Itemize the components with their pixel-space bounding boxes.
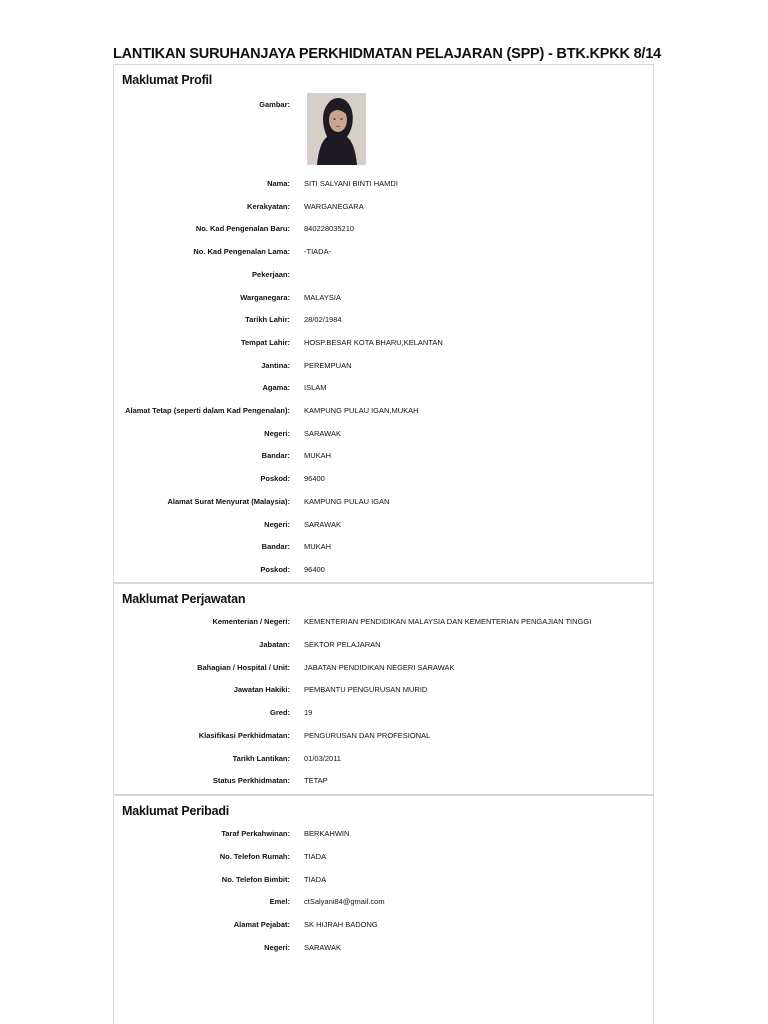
field-value: PEMBANTU PENGURUSAN MURID bbox=[304, 685, 428, 694]
section-heading: Maklumat Peribadi bbox=[122, 804, 230, 818]
field-label: Klasifikasi Perkhidmatan: bbox=[198, 731, 290, 740]
field-value: SEKTOR PELAJARAN bbox=[304, 640, 381, 649]
field-label: Emel: bbox=[269, 897, 290, 906]
email-value: ctSalyani84@gmail.com bbox=[304, 897, 385, 906]
field-value: PENGURUSAN DAN PROFESIONAL bbox=[304, 731, 431, 740]
field-value: TIADA bbox=[304, 875, 327, 884]
field-value: MUKAH bbox=[304, 451, 332, 460]
field-value: MALAYSIA bbox=[304, 293, 341, 302]
field-value: 28/02/1984 bbox=[304, 315, 342, 324]
field-value: SITI SALYANI BINTI HAMDI bbox=[304, 179, 398, 188]
photo-label: Gambar: bbox=[259, 100, 290, 109]
field-label: Alamat Tetap (seperti dalam Kad Pengenalan): bbox=[125, 406, 290, 415]
field-label: Tarikh Lantikan: bbox=[232, 754, 290, 763]
field-label: No. Telefon Rumah: bbox=[219, 852, 290, 861]
field-label: Kementerian / Negeri: bbox=[212, 617, 290, 626]
person-portrait-icon bbox=[307, 93, 366, 165]
field-value: 01/03/2011 bbox=[304, 754, 341, 763]
field-label: Tempat Lahir: bbox=[240, 338, 290, 347]
field-value: MUKAH bbox=[304, 542, 332, 551]
field-value: 19 bbox=[304, 708, 313, 717]
field-label: Poskod: bbox=[260, 474, 290, 483]
field-value: 96400 bbox=[304, 565, 325, 574]
field-value: ISLAM bbox=[304, 383, 327, 392]
field-value: 96400 bbox=[304, 474, 325, 483]
section-heading: Maklumat Profil bbox=[122, 73, 213, 87]
field-label: Bandar: bbox=[261, 451, 290, 460]
field-label: Bandar: bbox=[261, 542, 290, 551]
field-value: HOSP.BESAR KOTA BHARU,KELANTAN bbox=[304, 338, 443, 347]
field-label: Jabatan: bbox=[259, 640, 290, 649]
field-label: Status Perkhidmatan: bbox=[212, 776, 290, 785]
field-value: KAMPUNG PULAU IGAN,MUKAH bbox=[304, 406, 419, 415]
field-value: -TIADA- bbox=[304, 247, 332, 256]
field-label: No. Telefon Bimbit: bbox=[221, 875, 290, 884]
field-label: No. Kad Pengenalan Lama: bbox=[193, 247, 290, 256]
field-label: Negeri: bbox=[264, 520, 290, 529]
field-value: JABATAN PENDIDIKAN NEGERI SARAWAK bbox=[304, 663, 455, 672]
field-value: 840228035210 bbox=[304, 224, 355, 233]
section-heading: Maklumat Perjawatan bbox=[122, 592, 246, 606]
field-value: KEMENTERIAN PENDIDIKAN MALAYSIA DAN KEMENTERIAN PENGAJIAN TINGGI bbox=[304, 617, 592, 626]
field-label: Jantina: bbox=[261, 361, 290, 370]
field-label: Tarikh Lahir: bbox=[245, 315, 290, 324]
field-label: Kerakyatan: bbox=[247, 202, 290, 211]
field-label: Negeri: bbox=[264, 429, 290, 438]
field-label: Pekerjaan: bbox=[252, 270, 290, 279]
profile-photo bbox=[307, 93, 366, 165]
field-value: PEREMPUAN bbox=[304, 361, 352, 370]
field-value: WARGANEGARA bbox=[304, 202, 364, 211]
field-value: SARAWAK bbox=[304, 520, 341, 529]
field-value: TETAP bbox=[304, 776, 328, 785]
section-maklumat-profil bbox=[113, 64, 654, 583]
field-label: Negeri: bbox=[264, 943, 290, 952]
section-maklumat-peribadi bbox=[113, 795, 654, 1024]
field-label: Warganegara: bbox=[240, 293, 290, 302]
page-title: LANTIKAN SURUHANJAYA PERKHIDMATAN PELAJARAN (SPP) - BTK.KPKK 8/14 bbox=[113, 46, 661, 62]
field-value: SK HIJRAH BADONG bbox=[304, 920, 378, 929]
field-value: TIADA bbox=[304, 852, 327, 861]
field-label: Poskod: bbox=[260, 565, 290, 574]
field-value: BERKAHWIN bbox=[304, 829, 350, 838]
section-maklumat-perjawatan bbox=[113, 583, 654, 795]
field-label: No. Kad Pengenalan Baru: bbox=[195, 224, 290, 233]
field-value: SARAWAK bbox=[304, 429, 341, 438]
field-label: Jawatan Hakiki: bbox=[233, 685, 290, 694]
field-value: KAMPUNG PULAU IGAN bbox=[304, 497, 390, 506]
field-label: Agama: bbox=[262, 383, 290, 392]
field-value: SARAWAK bbox=[304, 943, 341, 952]
field-label: Nama: bbox=[267, 179, 290, 188]
field-label: Alamat Pejabat: bbox=[233, 920, 290, 929]
field-label: Bahagian / Hospital / Unit: bbox=[197, 663, 290, 672]
field-label: Alamat Surat Menyurat (Malaysia): bbox=[167, 497, 290, 506]
field-label: Gred: bbox=[269, 708, 290, 717]
field-label: Taraf Perkahwinan: bbox=[221, 829, 290, 838]
